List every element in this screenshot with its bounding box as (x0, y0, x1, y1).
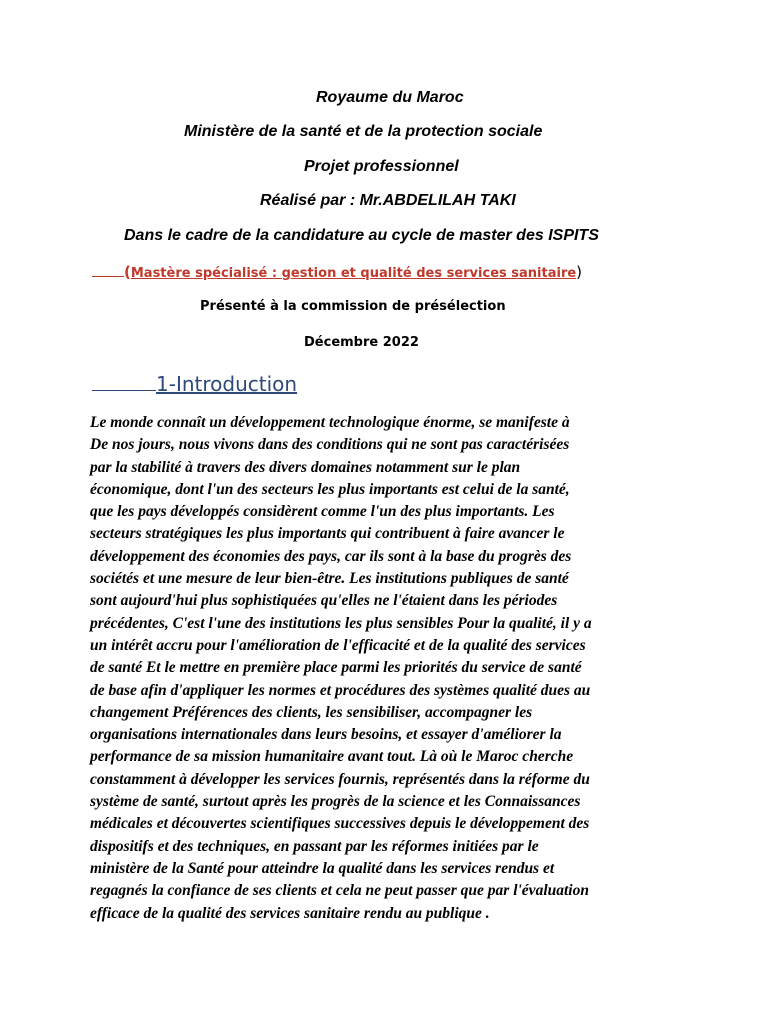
paragraph-line: regagnés la confiance de ses clients et cela ne peut passer que par l'évaluation (90, 882, 589, 900)
paragraph-line: De nos jours, nous vivons dans des conditions qui ne sont pas caractérisées (90, 436, 570, 454)
paragraph-line: ministère de la Santé pour atteindre la qualité dans les services rendus et (90, 859, 555, 877)
paragraph-line: développement des économies des pays, car ils sont à la base du progrès des (90, 547, 572, 565)
paragraph-line: performance de sa mission humanitaire avant tout. Là où le Maroc cherche (90, 748, 574, 766)
paragraph-line: efficace de la qualité des services sanitaire rendu au publique . (90, 904, 490, 922)
header-project: Projet professionnel (304, 158, 459, 175)
paragraph-line: sont aujourd'hui plus sophistiquées qu'elles ne l'étaient dans les périodes (90, 592, 558, 610)
heading-underline-spacer (92, 370, 156, 391)
header-ministry: Ministère de la santé et de la protection sociale (184, 123, 543, 140)
paragraph-line: de santé Et le mettre en première place parmi les priorités du service de santé (90, 659, 582, 677)
paragraph-line: Le monde connaît un développement technologique énorme, se manifeste à (90, 414, 570, 431)
paragraph-line: par la stabilité à travers des divers domaines notamment sur le plan (90, 458, 521, 476)
paragraph-line: médicales et découvertes scientifiques successives depuis le développement des (90, 815, 590, 833)
paragraph-line: secteurs stratégiques les plus importants qui contribuent à faire avancer le (90, 525, 565, 543)
paragraph-line: organisations internationales dans leurs besoins, et essayer d'améliorer la (90, 726, 562, 744)
master-program-line (92, 262, 582, 283)
close-paren: ) (576, 263, 583, 281)
section-title: 1-Introduction (156, 372, 298, 396)
paragraph-line: changement Préférences des clients, les sensibiliser, accompagner les (90, 703, 533, 721)
header-context: Dans le cadre de la candidature au cycle de master des ISPITS (124, 227, 599, 244)
paragraph-line: précédentes, C'est l'une des institutions les plus sensibles Pour la qualité, il y a (90, 614, 592, 632)
date-line: Décembre 2022 (304, 335, 419, 350)
paragraph-line: que les pays développés considèrent comme l'un des plus importants. Les (90, 503, 555, 521)
paragraph-line: économique, dont l'un des secteurs les plus importants est celui de la santé, (90, 480, 570, 498)
paragraph-line: de base afin d'appliquer les normes et procédures des systèmes qualité dues au (90, 681, 591, 699)
paragraph-line: un intérêt accru pour l'amélioration de l'efficacité et de la qualité des services (90, 636, 586, 654)
open-paren: ( (124, 263, 131, 281)
section-heading (92, 370, 297, 397)
presented-line: Présenté à la commission de présélection (200, 299, 506, 314)
header-kingdom: Royaume du Maroc (316, 89, 464, 106)
paragraph-line: système de santé, surtout après les progrès de la science et les Connaissances (90, 793, 581, 811)
underline-spacer (92, 262, 124, 277)
paragraph-line: constamment à développer les services fournis, représentés dans la réforme du (90, 770, 590, 788)
introduction-paragraph (90, 412, 690, 925)
master-program-text: Mastère spécialisé : gestion et qualité des services sanitaire (130, 266, 577, 281)
header-author: Réalisé par : Mr.ABDELILAH TAKI (260, 192, 516, 209)
paragraph-line: dispositifs et des techniques, en passant par les réformes initiées par le (90, 837, 539, 855)
paragraph-line: sociétés et une mesure de leur bien-être. Les institutions publiques de santé (90, 570, 569, 588)
